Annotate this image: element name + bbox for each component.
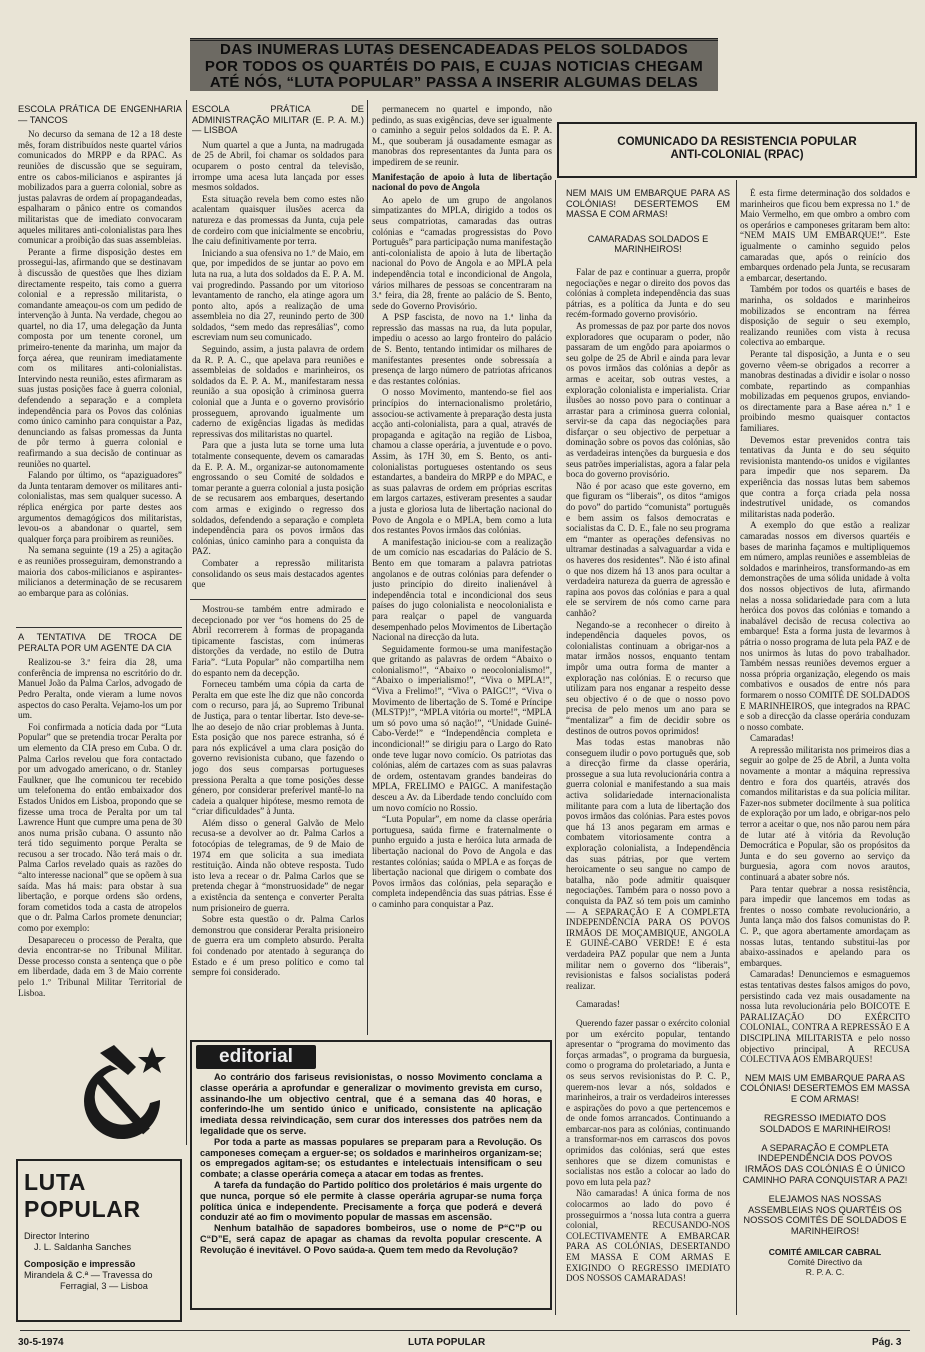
paragraph: Ao contrário dos fariseus revisionistas, o nosso Movimento conclama a classe operária a aprofundar e generalizar o movimento grevista em curso, assinando-lhe um objectivo central, que é a semana das 40 horas, e conferindo-lhe um sentido único e unificado, consistente na aplicação imediata dessa reivindicação, sem curar dos interesses dos patrões nem da legalidade que os serve. (200, 1072, 542, 1136)
paragraph: Negando-se a reconhecer o direito à independência daqueles povos, os colonialistas continuam a obrigar-nos a matar irmãos nossos, enquanto tentam impôr uma outra forma de manter a exploração nas colónias. E o recurso que utilizam para nos enganar a respeito desse seu objectivo é o de que o nosso povo precisa de pelo menos um ano para se “mentalizar” a fim de decidir sobre os destinos de outros povos oprimidos! (566, 619, 730, 736)
paragraph: Num quartel a que a Junta, na madrugada de 25 de Abril, foi chamar os soldados para ocuparem o posto central da televisão, irrompe uma acesa luta lançada por esses mesmos soldados. (192, 139, 364, 193)
column-rule (367, 100, 368, 1035)
section-rule (190, 599, 366, 600)
slogan: NEM MAIS UM EMBARQUE PARA AS COLÓNIAS! DESERTEMOS EM MASSA E COM ARMAS! (740, 1072, 910, 1105)
slogan: CAMARADAS SOLDADOS E MARINHEIROS! (587, 233, 709, 255)
article-peralta-continued (192, 604, 364, 1034)
signature-line-2: Comité Directivo da (787, 1257, 863, 1268)
footer-date: 30-5-1974 (18, 1337, 64, 1348)
paragraph: Além disso o general Galvão de Melo recusa-se a devolver ao dr. Palma Carlos a fotocópias de telegramas, de 9 de Maio de 1974 em que solicita a sua imediata restituição. Ainda não obteve resposta. Tudo isto leva a recear o dr. Palma Carlos que se pretenda chegar à “monstruosidade” de negar a existência da sentença e converter Peralta num prisioneiro de guerra. (192, 817, 364, 913)
paragraph: Também por todos os quartéis e bases de marinha, os soldados e marinheiros mobilizados se encontram na férrea disposição de seguir o seu exemplo, realizando reuniões com vista à recusa colectiva ao embarque. (740, 284, 910, 348)
paragraph: A repressão militarista nos primeiros dias a seguir ao golpe de 25 de Abril, a Junta volta novamente a montar a máquina repressiva dentro e fora dos quartéis, através dos comandos militaristas e da sua polícia militar. Fazer-nos submeter docilmente à sua política de exploração por um lado, e obrigar-nos pelo terror a aceitar o que, nos não parou nem pára de lutar até à vitória da Revolução Democrática e Popular, são os propósitos da Junta e do seu governo ao serviço da burguesia, agora com novos arautos, continuará a abater sobre nós. (740, 744, 910, 882)
print-address-2: Ferragial, 3 — Lisboa (60, 1281, 148, 1291)
signature-line-1: COMITÉ AMILCAR CABRAL (768, 1247, 882, 1258)
rpac-title-line-2: ANTI-COLONIAL (RPAC) (670, 149, 804, 161)
paragraph: Esta situação revela bem como estes não acalentam quaisquer ilusões acerca da natureza e das promessas da Junta, cuja pele de cordeiro com que inicialmente se encobriu, lhe caiu definitivamente por terra. (192, 193, 364, 247)
paragraph: No decurso da semana de 12 a 18 deste mês, foram distribuídos neste quartel vários comunicados do MRPP e da RPAC. As reuniões de discussão que se seguiram, entre os cabos-milicianos e aspirantes já mobilizados para a guerra colonial, sobre as justas palavras de ordem aí propagandeadas, espalharam o pânico entre os comandos militaristas que de imediato convocaram aqueles militares anti-colonialistas para lhes comunicar a proibição das suas assembleias. (18, 129, 182, 246)
footer-rule (20, 1330, 910, 1331)
rpac-title-line-1: COMUNICADO DA RESISTENCIA POPULAR (617, 136, 857, 148)
slogan: REGRESSO IMEDIATO DOS SOLDADOS E MARINHEIROS! (759, 1113, 891, 1134)
paragraph: Camaradas! Denunciemos e esmaguemos estas tentativas destes falsos amigos do povo, persistindo cada vez mais ousadamente na nossa luta revolucionária pelo BOICOTE E PARALIZAÇÃO DO EXÉRCITO COLONIAL, CONTRA A REPRESSÃO E A DISCIPLINA MILITARISTA e pelo nosso objectivo principal, A RECUSA COLECTIVA AOS EMBARQUES! (740, 969, 910, 1065)
paragraph: Não camaradas! A única forma de nos colocarmos ao lado do povo é prosseguirmos a ‘nossa luta contra a guerra colonial, RECUSANDO-NOS COLECTIVAMENTE A EMBARCAR PARA AS COLÓNIAS, DESERTANDO EM MASSA E COM ARMAS E EXIGINDO O REGRESSO IMEDIATO DOS NOSSOS CAMARADAS! (566, 1188, 730, 1284)
paragraph: Realizou-se 3.ª feira dia 28, uma conferência de imprensa no escritório do dr. Manuel João da Palma Carlos, advogado de Pedro Peralta, onde vieram a lume novos aspectos do caso Peralta. Vejamo-los um por um. (18, 657, 182, 721)
paragraph: As promessas de paz por parte dos novos exploradores que ocuparam o poder, não passaram de um engôdo para apoiarmos o seu golpe de 25 de Abril e ainda para levar os povos irmãos das colónias a depôr as armas e aceitar, sob outras vestes, a exploração colonialista e imperialista. Criar ilusões ao nosso povo para o continuar a arrastar para a criminosa guerra colonial, servir-se da capa das negociações para disfarçar o seu objectivo de perpetuar a dominação sobre os povos das colónias, são as verdadeiras intenções da burguesia e dos seus patrões imperialistas, agora a falar pela boca do governo provisório. (566, 320, 730, 480)
paragraph: Ao apelo de um grupo de angolanos simpatizantes do MPLA, dirigido a todos os seus compatriotas, camaradas das outras colónias e “camadas progressistas do Povo Português” para participação numa manifestação anti-colonialista de apoio à luta de libertação nacional do Povo de Angola e ao MPLA pela independência total e incondicional de Angola, vários milhares de pessoas se concentraram na 3.ª feira, dia 28, frente ao palácio de S. Bento, sede do Governo Provisório. (372, 194, 552, 311)
article-angola (372, 104, 552, 1034)
paragraph: A exemplo do que estão a realizar camaradas nossos em diversos quartéis e bases de marinha façamos e multipliquemos em número, amplas reuniões e assembleias de soldados e marinheiros, transformando-as em demonstrações de uma sólida unidade à volta dos nossos objectivos de luta, afirmando nelas a nossa solidariedade para com a luta heróica dos povos das colónias e tomando a inabalável decisão de recusa colectiva ao embarque! Esta a forma justa de levarmos à pátria o nosso programa de luta pela PAZ e de nos unirmos às lutas do povo trabalhador. Também nessas reuniões devemos erguer a nossa própria organização, elegendo os mais combativos e ousados de entre nós para formarem o nosso COMITÉ DE SOLDADOS E MARINHEIROS, que integrados na RPAC e sob a direcção da classe operária conduzam o nosso combate. (740, 520, 910, 732)
editorial-label: editorial (196, 1045, 316, 1069)
paragraph: Mas todas estas manobras não conseguem iludir o povo português que, sob a direcção firme da classe operária, prossegue a sua luta revolucionária contra a guerra colonial e manifestando a sua mais activa solidariedade internacionalista militante para com a luta de libertação dos povos irmãos das colónias. Para estes povos que há 13 anos pegaram em armas e combatem vitoriosamente contra a exploração colonialista, a Independência das suas pátrias, por que vertem heroicamente o seu sangue no campo de batalha, não pode admitir quaisquer negociações. Também para o nosso povo a conquista da PAZ só tem pois um caminho — A SEPARAÇÃO E A COMPLETA INDEPENDÊNCIA PARA OS POVOS IRMÃOS DE MOÇAMBIQUE, ANGOLA E GUINÉ-CABO VERDE! E é esta verdadeira PAZ popular que nem a Junta militar nem o governo dos “liberais”, revisionistas e falsos socialistas poderá realizar. (566, 737, 730, 991)
paragraph: Para que a justa luta se torne uma luta totalmente consequente, devem os camaradas da E. P. A. M., organizar-se autonomamente engrossando o seu Comité de soldados e tomar perante a guerra colonial a justa posição de se recusarem aos embarques, desertando com armas e exigindo o regresso dos soldados, defendendo a separação e completa independência para os povos irmãos das colónias, único caminho para a conquista da PAZ. (192, 440, 364, 557)
headline-line-1: DAS INUMERAS LUTAS DESENCADEADAS PELOS SOLDADOS (219, 41, 689, 58)
hammer-sickle-icon (80, 1045, 180, 1150)
paragraph: Na semana seguinte (19 a 25) a agitação e as reuniões prosseguiram, demonstrando a maioria dos cabos-milicianos e aspirantes-milicianos a determinação de se recusarem ao embarque para as colónias. (18, 545, 182, 598)
signature (740, 1247, 910, 1277)
article-peralta (18, 632, 182, 1032)
paragraph: Devemos estar prevenidos contra tais tentativas da Junta e do seu séquito revisionista mantendo-os unidos e vigilantes para impedir que nos separem. Da experiência das nossas lutas bem sabemos que contra a força criada pela nossa indestrutível unidade, os comandos militaristas nada poderão. (740, 434, 910, 519)
paragraph: Foi confirmada a notícia dada por “Luta Popular” que se pretendia trocar Peralta por um elemento da CIA preso em Cuba. O dr. Palma Carlos revelou que fora contactado por um advogado americano, o dr. Stanley Faulkner, que lhe comunicou ter recebido um telefonema do então embaixador dos Estados Unidos em Lisboa, propondo que se fizesse uma troca de Peralta por um tal Lawrence Hunt que cumpre uma pena de 30 anos numa prisão cubana. O assunto não terá tido seguimento porque Peralta se recusou a ser trocado. Não terá mais o dr. Palma Carlos revelado quais as razões do “alto interesse nacional” que se opõem à sua saída. Mas há mais: para obstar à sua libertação, e porque ordens são ordens, foram cometidos toda a casta de atropelos que o dr. Palma Carlos promete denunciar; como por exemplo: (18, 721, 182, 934)
column-rule (186, 100, 187, 1145)
paragraph: Falando por último, os “apaziguadores” da Junta tentaram demover os militares anti-colonialistas, mas sem qualquer sucesso. A réplica enérgica por parte destes aos argumentos demagógicos dos militaristas, levou-os a abandonar o quartel, sem qualquer força para proibirem as reuniões. (18, 470, 182, 544)
paragraph: Iniciando a sua ofensiva no 1.º de Maio, em que, por impedidos de se juntar ao povo em luta na rua, a luta dos soldados da E. P. A. M. vai progredindo. Passando por um vitorioso levantamento de rancho, ela atinge agora um ponto alto, após a realização de uma assembleia no dia 27, reunindo perto de 300 soldados, “sem medo das represálias”, como escreviam num seu comunicado. (192, 247, 364, 343)
article-heading: ESCOLA PRÁTICA DE ENGENHARIA — TANCOS (18, 104, 182, 125)
paragraph: permanecem no quartel e impondo, não pedindo, as suas exigências, deve ser igualmente o caminho a seguir pelos soldados da E. P. A. M., que souberam já ousadamente esmagar as manobras dos representantes da Junta para os impedirem de se reunir. (372, 104, 552, 167)
masthead-title: LUTA POPULAR (24, 1169, 141, 1222)
paragraph: Nenhum batalhão de sapadores bombeiros, use o nome de P“C”P ou C“D”E, será capaz de apagar as chamas da revolta popular crescente. A Revolução é inevitável. O Povo saúda-a. Quem tem medo da Revolução? (200, 1223, 542, 1255)
paragraph: Camaradas! (750, 733, 794, 744)
paragraph: Desapareceu o processo de Peralta, que devia encontrar-se no Tribunal Militar. Desse processo consta a sentença que o põe em liberdade, dada em 3 de Maio corrente pelo 1.º Tribunal Militar Territorial de Lisboa. (18, 934, 182, 998)
paragraph: Por toda a parte as massas populares se preparam para a Revolução. Os camponeses começam a erguer-se; os soldados e marinheiros organizam-se; os empregados agitam-se; os estudantes e intelectuais intensificam o seu combate; a classe operária começa a atacar em todas as frentes. (200, 1136, 542, 1180)
paragraph: Seguidamente formou-se uma manifestação que gritando as palavras de ordem “Abaixo o colonialismo!”, “Abaixo o neocolonialismo!”, “Abaixo o imperialismo!”, “Viva o MPLA!”, “Viva a Frelimo!”, “Viva o PAIGC!”, “Viva o Movimento de libertação de S. Tomé e Príncipe (MLSTP)!”, “MPLA vitória ou morte!”, “MPLA um só povo uma só nação!”, “Unidade Guiné-Cabo-Verde!” e “Independência completa e incondicional!” se dirigiu para o Largo do Rato onde teve lugar novo comício. Os patriotas das colónias, além de cartazes com as suas palavras de ordem, ostentavam grandes bandeiras do MPLA, FRELIMO e PAIGC. A manifestação desceu a Av. da Liberdade tendo concluído com um novo comício no Rossio. (372, 643, 552, 813)
footer-title: LUTA POPULAR (408, 1337, 486, 1348)
signature-line-3: R. P. A. C. (805, 1267, 845, 1278)
paragraph: Não é por acaso que este governo, em que figuram os “liberais”, os ditos “amigos do povo” do partido “comunista” português e bem assim os falsos democratas e socialistas da C. D. E., fale no seu programa em “manter as operações defensivas no ultramar destinadas a salvaguardar a vida e os haveres dos residentes”. Não é isto afinal o que nos dizem há 13 anos para ocultar a verdadeira natureza da guerra de agressão e rapina aos povos das colónias e para a qual ele se servirem de nós como carne para canhão? (566, 480, 730, 618)
paragraph: Sobre esta questão o dr. Palma Carlos demonstrou que considerar Peralta prisioneiro de guerra era um completo absurdo. Peralta foi condenado por atentado à segurança do Estado e é um preso político e como tal sempre foi considerado. (192, 914, 364, 978)
rpac-communique-part-1 (566, 188, 730, 1313)
director-label: Director Interino (24, 1231, 90, 1241)
section-rule (16, 627, 182, 628)
rpac-title-box (557, 122, 917, 178)
masthead-box (16, 1159, 182, 1322)
print-label: Composição e impressão (24, 1259, 136, 1269)
article-heading: ESCOLA PRÁTICA DE ADMINISTRAÇÃO MILITAR (E. P. A. M.) — LISBOA (192, 104, 364, 136)
column-rule (555, 180, 556, 1315)
paragraph: A manifestação iniciou-se com a realização de um comício nas escadarias do Palácio de S. Bento em que tomaram a palavra patriotas angolanos e de outras colónias para defender o justo princípio do direito inalienável à independência total e incondicional dos seus países do jugo colonialista e neocolonialista e para realçar o papel de vanguarda desempenhado pelos Movimentos de Libertação Nacional na direcção da luta. (372, 536, 552, 643)
paragraph: Falar de paz e continuar a guerra, propôr negociações e negar o direito dos povos das colónias à completa independência das suas pátrias, es a política da Junta e do seu recém-formado governo provisório. (566, 266, 730, 320)
article-heading: Manifestação de apoio à luta de libertação nacional do povo de Angola (372, 171, 552, 193)
paragraph: Perante tal disposição, a Junta e o seu governo vêem-se obrigados a recorrer a manobras destinadas a dividir e isolar o nosso combate, repartindo as companhias mobilizadas em pequenos grupos, enviando-os directamente para a Base aérea n.º 1 e proibindo mesmo quaisquer contactos familiares. (740, 348, 910, 434)
column-rule (736, 180, 737, 1315)
paragraph: Combater a repressão militarista consolidando os seus mais destacados agentes que (192, 557, 364, 590)
print-address-1: Mirandela & C.ª — Travessa do (24, 1270, 153, 1280)
headline-banner (190, 38, 718, 91)
paragraph: Camaradas! (576, 999, 620, 1010)
article-tancos (18, 104, 182, 624)
paragraph: Querendo fazer passar o exército colonial por um exército popular, tentando apresentar o “programa do movimento das forças armadas”, o programa da burguesia, como o programa do proletariado, a Junta e os seus servos revisionistas do P. C. P., querem-nos levar a nós, soldados e marinheiros, a trair os verdadeiros interesses e aspirações do povo a que pertencemos e de onde fomos arrancados. Continuando a embarcar-nos para as colónias, continuando a transformar-nos em carrascos dos povos oprimidos das colónias, será que estes senhores que se dizem comunistas e socialistas nos estão a colocar ao lado do povo em luta pela paz? (566, 1017, 730, 1187)
paragraph: Seguindo, assim, a justa palavra de ordem da R. P. A. C., que apelava para reuniões e assembleias de soldados e marinheiros, os soldados da E. P. A. M., manifestaram nessa reunião a sua oposição à criminosa guerra colonial que a Junta e o governo provisório prosseguem, aprovando igualmente um caderno de exigências ligadas às medidas repressivas dos militaristas no quartel. (192, 344, 364, 439)
footer-page-number: Pág. 3 (872, 1337, 902, 1348)
director-name: J. L. Saldanha Sanches (34, 1242, 132, 1252)
editorial-text (200, 1072, 542, 1256)
paragraph: A PSP fascista, de novo na 1.ª linha da repressão das massas na rua, da luta popular, impediu o acesso ao largo fronteiro do palácio de S. Bento, tentando intimidar os milhares de manifestantes presentes onde sobressaía a presença de largo número de patriotas africanos e das restantes colónias. (372, 312, 552, 386)
rpac-communique-part-2 (740, 188, 910, 1328)
paragraph: Para tentar quebrar a nossa resistência, para impedir que lancemos em todas as frentes o nosso combate revolucionário, a Junta lança mão dos falsos comunistas do P. C. P., que agora abertamente amordaçam as nossas lutas, tentando substitui-las por abaixo-assinados e apelando para os embarques. (740, 883, 910, 968)
paragraph: É esta firme determinação dos soldados e marinheiros que ficou bem expressa no 1.º de Maio Vermelho, em que ombro a ombro com os operários e camponeses gritaram bem alto: “NEM MAIS UM EMBARQUE!”. Este igualmente o caminho seguido pelos camaradas que, após o reinício dos embarques ordenado pela Junta, se recusaram a embarcar, desertando. (740, 188, 910, 283)
paragraph: “Luta Popular”, em nome da classe operária portuguesa, saúda firme e fraternalmente o punho erguido a justa e heróica luta armada de libertação nacional do Povo de Angola e das restantes colónias; saúda o MPLA e as forças de libertação nacional que dirigem o combate dos Povos irmãos das colónias, pela separação e completa independência das suas pátrias. Esse é o caminho para conquistar a Paz. (372, 814, 552, 909)
paragraph: A tarefa da fundação do Partido político dos proletários é mais urgente do que nunca, porque só ele permite à classe operária agrupar-se numa força política única e independente. Precisamente a força que poderá e deverá conduzir até ao fim o movimento popular de massas em ascensão. (200, 1179, 542, 1223)
headline-line-3: ATÉ NÓS, “LUTA POPULAR” PASSA A INSERIR ALGUMAS DELAS (209, 74, 699, 91)
paragraph: Forneceu também uma cópia da carta de Peralta em que este lhe diz que não concorda com o recurso, para já, ao Supremo Tribunal de Justiça, para o tentar libertar. Isto deve-se-lhe ao desejo de não criar problemas à Junta. Esta posição que nos parece estranha, só é para nós explicável a uma clara posição do governo revisionista cubano, que fazendo o jogo dos seus comparsas portugueses pressiona Peralta a que tome posições desse género, por considerar preferível mantê-lo na cadeia a qualquer hipótese, mesmo remota de “criar dificuldades” à Junta. (192, 679, 364, 817)
slogan: NEM MAIS UM EMBARQUE PARA AS COLÓNIAS! DESERTEMOS EM MASSA E COM ARMAS! (566, 188, 730, 220)
paragraph: Perante a firme disposição destes em prossegui-las, afirmando que se destinavam à discussão de questões que lhes diziam directamente respeito, tais como a guerra colonial e a repressão militarista, o comandante ameaçou-os com um pedido de intervenção à Junta. Na verdade, chegou ao quartel, no dia 17, uma delegação da Junta composta por um tenente coronel, um primeiro-tenente da marinha, um major da força aérea, que reuniram imediatamente com os militares anti-colonialistas. Intervindo nesta reunião, estes afirmaram as suas justas posições face à guerra colonial, defendendo a separação e a completa independência para os Povos das colónias como único caminho para conquistar a Paz, denunciando as falsas promessas da Junta de pôr termo à guerra colonial e reafirmando a sua decisão de continuar as reuniões no quartel. (18, 246, 182, 469)
slogan: ELEJAMOS NAS NOSSAS ASSEMBLEIAS NOS QUARTÉIS OS NOSSOS COMITÉS DE SOLDADOS E MARINHEIROS! (743, 1193, 907, 1237)
slogan: A SEPARAÇÃO E COMPLETA INDEPENDÊNCIA DOS POVOS IRMÃOS DAS COLÓNIAS É O ÚNICO CAMINHO PARA CONQUISTAR A PAZ! (742, 1142, 908, 1186)
paragraph: O nosso Movimento, mantendo-se fiel aos princípios do internacionalismo proletário, associou-se activamente à preparação desta justa acção anti-colonialista, para a qual, através de propaganda e agitação na região de Lisboa, chamou a classe operária, a juventude e o povo. Assim, às 17H 30, em S. Bento, os anti-colonialistas portugueses ostentando os seus estandartes, a bandeira do MRPP e do MPAC, e as suas palavras de ordem em próprias escritas em largos cartazes, estiveram presentes a saudar a justa e gloriosa luta de libertação nacional do Povo de Angola e o MPLA, bem como a luta dos restantes Povos irmãos das colónias. (372, 387, 552, 536)
paragraph: Mostrou-se também entre admirado e decepcionado por ver “os homens do 25 de Abril recorrerem à formas de propaganda tipicamente fascistas, com inúmeras distorções da verdade, no estilo de Dutra Faria”. “Luta Popular” não compartilha nem do espanto nem da decepção. (192, 604, 364, 678)
article-epam (192, 104, 364, 596)
headline-line-2: POR TODOS OS QUARTÉIS DO PAIS, E CUJAS NOTICIAS CHEGAM (204, 57, 704, 75)
article-heading: A TENTATIVA DE TROCA DE PERALTA POR UM AGENTE DA CIA (18, 632, 182, 653)
